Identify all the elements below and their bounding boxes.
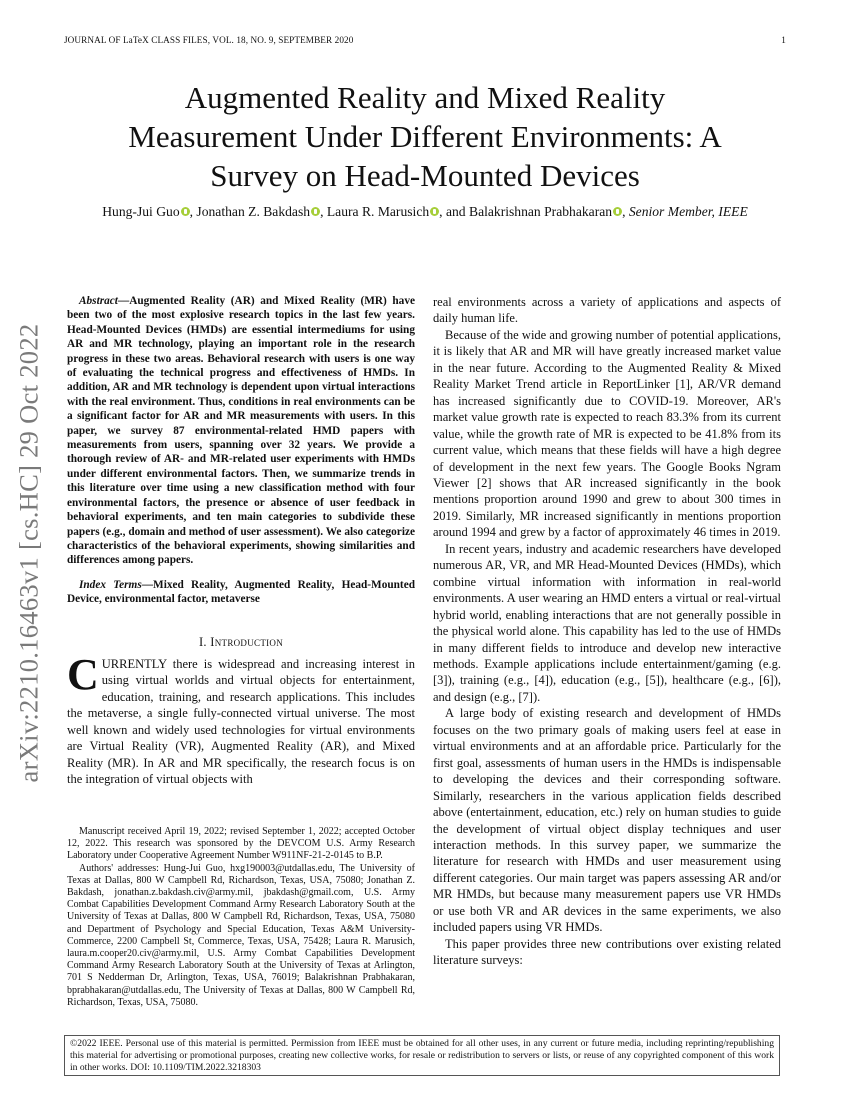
author-suffix: Senior Member, IEEE: [628, 204, 748, 219]
index-terms-label: Index Terms: [79, 578, 142, 591]
author-name: Jonathan Z. Bakdash: [196, 204, 311, 219]
intro-paragraph: [67, 649, 415, 788]
footnote-addresses: Authors' addresses: Hung-Jui Guo, hxg190003@utdallas.edu, The University of Texas at Dallas, 800 W Campbell Rd, Richardson, Texas, USA, 75080; Jonathan Z. Bakdash, jonathan.z.bakdash.civ@army.mil, jbakdash@gmail.com, U.S. Army Combat Capabilities Development Command Army Research Laboratory South at the University of Texas at Dallas, 800 W Campbell Rd, Richardson, Texas, USA, 75080 and Department of Psychology and Special Education, Texas A&M University-Commerce, 2200 Campbell St, Commerce, Texas, USA, 75428; Laura R. Marusich, laura.m.cooper20.civ@army.mil, U.S. Army Combat Capabilities Development Command Army Research Laboratory South at the University of Texas at Arlington, 701 S Nedderman Dr, Arlington, Texas, USA, 76019; Balakrishnan Prabhakaran, bprabhakaran@utdallas.edu, The University of Texas at Dallas, 800 W Campbell Rd, Richardson, Texas, USA, 75080.: [67, 862, 415, 1008]
orcid-icon[interactable]: [311, 207, 320, 216]
footnotes: [67, 826, 415, 1009]
page-number: 1: [781, 35, 786, 45]
running-head: [64, 35, 786, 45]
orcid-icon[interactable]: [181, 207, 190, 216]
orcid-icon[interactable]: [613, 207, 622, 216]
author-separator: ,: [320, 204, 327, 219]
abstract-text: Augmented Reality (AR) and Mixed Reality (MR) have been two of the most explosive research topics in the last few years. Head-Mounted Devices (HMDs) are essential intermediums for using AR and MR technology, playing an important role in the research progress in these two areas. Behavioral research with users is one way of evaluating the technical progress and effectiveness of HMDs. In addition, AR and MR technology is dependent upon virtual interactions with the real environment. Thus, conditions in real environments can be a significant factor for AR and MR measurements with users. In this paper, we survey 87 environmental-related HMD papers with measurements from users, spanning over 32 years. We provide a thorough review of AR- and MR-related user experiments with HMDs under different environmental factors. Then, we summarize trends in this literature over time using a new classification method with four environmental factors, the presence or absence of user feedback in behavioral experiments, and ten main categories to subdivide these papers (e.g., domain and method of user assessment). We also categorize characteristics of the behavioral experiments, showing similarities and differences among papers.: [67, 295, 415, 567]
body-paragraph: A large body of existing research and development of HMDs focuses on the two primary goals of making users feel at ease in virtual environments and at an affordable price. Particularly for the first goal, assessments of human users in the HMDs is indispensable to developing the devices and their corresponding software. Similarly, researchers in the various application fields described above (entertainment, education, etc.) rely on human studies to guide the development of virtual object display techniques and user interaction methods. In this survey paper, we summarize the literature for research with HMDs and user measurement using different categories. Our main target was papers assessing AR and/or MR HMDs, but because many measurement papers use VR HMDs or use both VR and AR devices in the same experiments, we also included papers using VR HMDs.: [433, 706, 781, 935]
section-heading-introduction: I. Introduction: [198, 634, 284, 649]
orcid-icon[interactable]: [430, 207, 439, 216]
author-separator: ,: [622, 204, 629, 219]
left-column: [67, 294, 415, 788]
author-name: Laura R. Marusich: [326, 204, 430, 219]
author-name: Balakrishnan Prabhakaran: [469, 204, 613, 219]
intro-text: URRENTLY there is widespread and increasing interest in using virtual worlds and virtual objects for entertainment, education, training, and research applications. This includes the metaverse, a single fully-connected virtual universe. The most well known and widely used technologies for virtual environments are Virtual Reality (VR), Augmented Reality (AR), and Mixed Reality (MR). In AR and MR specifically, the research focus is on the integration of virtual objects with: [67, 656, 415, 787]
author-separator: , and: [439, 204, 469, 219]
dropcap: C: [67, 649, 99, 699]
index-terms: [67, 578, 415, 607]
footnote-manuscript: Manuscript received April 19, 2022; revised September 1, 2022; accepted October 12, 2022. This research was sponsored by the DEVCOM U.S. Army Research Laboratory under Cooperative Agreement Number W911NF-21-2-0145 to B.P.: [67, 826, 415, 862]
copyright-notice: ©2022 IEEE. Personal use of this material is permitted. Permission from IEEE must be obtained for all other uses, in any current or future media, including reprinting/republishing this material for advertising or promotional purposes, creating new collective works, for resale or redistribution to servers or lists, or reuse of any copyrighted component of this work in other works. DOI: 10.1109/TIM.2022.3218303: [64, 1035, 780, 1076]
body-paragraph: In recent years, industry and academic researchers have developed numerous AR, VR, and MR Head-Mounted Devices (HMDs), which combine virtual information with information in real-world environments. A user wearing an HMD enters a virtual or real-virtual hybrid world, enabling interactions that are not generally possible in the physical world alone. This capability has led to the use of HMDs in many different fields to introduce and develop new interactive methods. Example applications include entertainment/gaming (e.g. [3]), training (e.g., [4]), education (e.g., [5]), healthcare (e.g., [6]), and design (e.g., [7]).: [433, 541, 781, 704]
author-name: Hung-Jui Guo: [102, 204, 180, 219]
abstract-label: Abstract: [79, 295, 118, 307]
continuation-paragraph: real environments across a variety of applications and aspects of daily human life.: [433, 295, 781, 326]
author-separator: ,: [189, 204, 197, 219]
abstract-dash: —: [117, 295, 130, 307]
abstract: [67, 294, 415, 568]
journal-name: JOURNAL OF LaTeX CLASS FILES, VOL. 18, NO. 9, SEPTEMBER 2020: [64, 35, 354, 45]
paper-title: Augmented Reality and Mixed Reality Measurement Under Different Environments: A Survey on Head-Mounted Devices: [128, 80, 722, 193]
body-paragraph: Because of the wide and growing number of potential applications, it is likely that AR and MR will have greatly increased market value in the near future. According to the Augmented Reality & Mixed Reality Market Trend article in ReportLinker [1], AR/VR demand has increased significantly due to COVID-19. Moreover, AR's market value growth rate is expected to reach 83.3% from its current value, while the growth rate of MR is expected to be 41.8% from its current value, which means that these fields will have a high degree of development in the next few years. The Google Books Ngram Viewer [2] shows that AR increased significantly in the book mentions proportion around 1990 and grew to about 300 times in 2019. Similarly, MR increased significantly in mentions proportion around 1994 and grew by a factor of approximately 46 times in 2019.: [433, 327, 781, 540]
arxiv-identifier: arXiv:2210.16463v1 [cs.HC] 29 Oct 2022: [13, 323, 44, 783]
arxiv-stamp: [3, 293, 55, 813]
author-list: [90, 203, 760, 220]
index-terms-dash: —: [141, 578, 154, 591]
right-column: [433, 294, 781, 969]
body-paragraph: This paper provides three new contributions over existing related literature surveys:: [433, 936, 781, 968]
index-terms-text: Mixed Reality, Augmented Reality, Head-Mounted Device, environmental factor, metaverse: [67, 578, 415, 606]
